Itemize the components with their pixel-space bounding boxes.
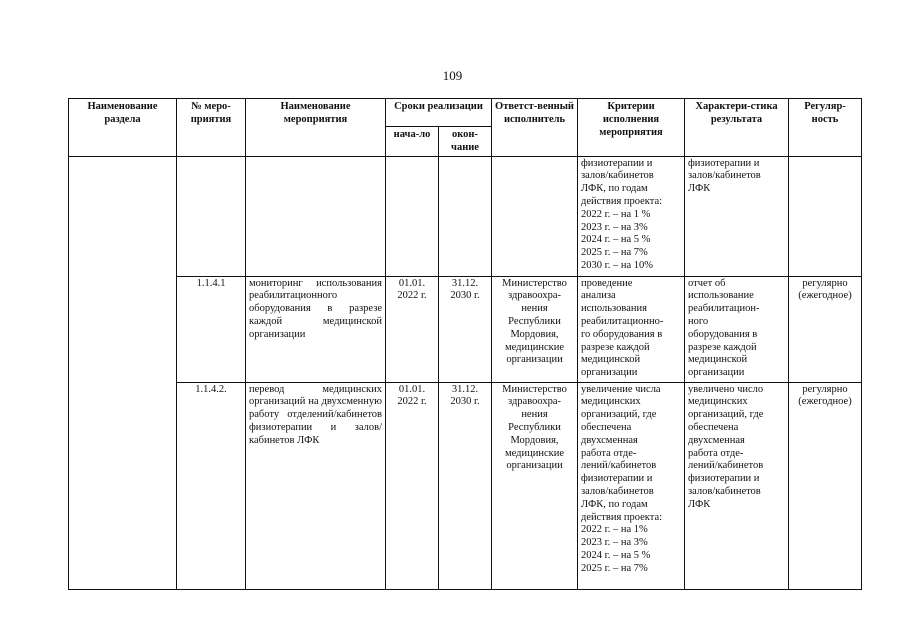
criteria-line: 2025 г. – на 7% bbox=[581, 247, 648, 259]
cell-number bbox=[177, 156, 246, 276]
criteria-line: ЛФК, по годам bbox=[581, 498, 648, 510]
header-section: Наименование раздела bbox=[69, 99, 177, 157]
result-line: двухсменная bbox=[688, 434, 745, 446]
cell-number: 1.1.4.1 bbox=[177, 276, 246, 382]
result-line: медицинских bbox=[688, 396, 748, 408]
result-line: ного bbox=[688, 315, 709, 327]
criteria-line: 2022 г. – на 1% bbox=[581, 524, 648, 536]
cell-criteria bbox=[578, 276, 685, 382]
criteria-line: 2030 г. – на 10% bbox=[581, 259, 654, 271]
header-timing: Сроки реализации bbox=[386, 99, 492, 127]
table-row bbox=[69, 156, 862, 276]
cell-result bbox=[685, 382, 789, 589]
table-row bbox=[69, 382, 862, 589]
criteria-line: 2023 г. – на 3% bbox=[581, 221, 648, 233]
criteria-line: медицинской bbox=[581, 354, 641, 366]
criteria-line: 2024 г. – на 5 % bbox=[581, 549, 651, 561]
cell-result bbox=[685, 276, 789, 382]
criteria-line: 2022 г. – на 1 % bbox=[581, 208, 651, 220]
criteria-line: организации bbox=[581, 367, 638, 379]
criteria-line: медицинских bbox=[581, 396, 641, 408]
events-table bbox=[68, 98, 862, 590]
cell-name bbox=[246, 156, 386, 276]
criteria-line: использования bbox=[581, 303, 647, 315]
page-number: 109 bbox=[442, 68, 463, 83]
criteria-line: разрезе каждой bbox=[581, 341, 650, 353]
header-result: Характери-стика результата bbox=[685, 99, 789, 157]
result-line: физиотерапии и bbox=[688, 157, 760, 169]
result-line: оборудования в bbox=[688, 328, 758, 340]
criteria-line: физиотерапии и bbox=[581, 157, 653, 169]
table-row bbox=[69, 276, 862, 382]
cell-result bbox=[685, 156, 789, 276]
criteria-line: залов/кабинетов bbox=[581, 485, 654, 497]
cell-end: 31.12. 2030 г. bbox=[439, 382, 492, 589]
cell-executor: Министерство здравоохра-нения Республики Мордовия, медицинские организации bbox=[492, 382, 578, 589]
cell-end bbox=[439, 156, 492, 276]
result-line: ЛФК bbox=[688, 498, 711, 510]
header-regularity: Регуляр-ность bbox=[789, 99, 862, 157]
cell-start: 01.01. 2022 г. bbox=[386, 276, 439, 382]
cell-executor: Министерство здравоохра-нения Республики Мордовия, медицинские организации bbox=[492, 276, 578, 382]
result-line: увеличено число bbox=[688, 383, 764, 395]
result-line: залов/кабинетов bbox=[688, 485, 761, 497]
criteria-line: 2024 г. – на 5 % bbox=[581, 234, 651, 246]
criteria-line: 2025 г. – на 7% bbox=[581, 562, 648, 574]
result-line: отчет об bbox=[688, 277, 726, 289]
result-line: залов/кабинетов bbox=[688, 170, 761, 182]
cell-executor bbox=[492, 156, 578, 276]
cell-name: мониторинг использования реабилитационного оборудования в разрезе каждой медицинской организации bbox=[246, 276, 386, 382]
cell-regularity: регулярно (ежегодное) bbox=[789, 382, 862, 589]
cell-start: 01.01. 2022 г. bbox=[386, 382, 439, 589]
criteria-line: го оборудования в bbox=[581, 328, 663, 340]
criteria-line: проведение bbox=[581, 277, 633, 289]
header-name: Наименование мероприятия bbox=[246, 99, 386, 157]
result-line: обеспечена bbox=[688, 421, 739, 433]
header-number: № меро-приятия bbox=[177, 99, 246, 157]
cell-name: перевод медицинских организаций на двухсменную работу отделений/кабинетов физиотерапии и залов/кабинетов ЛФК bbox=[246, 382, 386, 589]
header-start: нача-ло bbox=[386, 127, 439, 157]
result-line: организаций, где bbox=[688, 409, 764, 421]
header-criteria: Критерии исполнения мероприятия bbox=[578, 99, 685, 157]
result-line: организации bbox=[688, 367, 745, 379]
result-line: использование bbox=[688, 290, 754, 302]
result-line: медицинской bbox=[688, 354, 748, 366]
criteria-line: физиотерапии и bbox=[581, 473, 653, 485]
criteria-line: залов/кабинетов bbox=[581, 170, 654, 182]
result-line: лений/кабинетов bbox=[688, 460, 764, 472]
cell-number: 1.1.4.2. bbox=[177, 382, 246, 589]
result-line: ЛФК bbox=[688, 183, 711, 195]
result-line: работа отде- bbox=[688, 447, 744, 459]
criteria-line: организаций, где bbox=[581, 409, 657, 421]
cell-regularity bbox=[789, 156, 862, 276]
criteria-line: работа отде- bbox=[581, 447, 637, 459]
cell-criteria bbox=[578, 382, 685, 589]
criteria-line: ЛФК, по годам bbox=[581, 183, 648, 195]
result-line: реабилитацион- bbox=[688, 303, 760, 315]
cell-criteria bbox=[578, 156, 685, 276]
result-line: разрезе каждой bbox=[688, 341, 757, 353]
criteria-line: реабилитационно- bbox=[581, 315, 664, 327]
criteria-line: анализа bbox=[581, 290, 616, 302]
criteria-line: увеличение числа bbox=[581, 383, 661, 395]
criteria-line: действия проекта: bbox=[581, 195, 663, 207]
criteria-line: двухсменная bbox=[581, 434, 638, 446]
cell-section bbox=[69, 156, 177, 589]
criteria-line: действия проекта: bbox=[581, 511, 663, 523]
cell-end: 31.12. 2030 г. bbox=[439, 276, 492, 382]
result-line: физиотерапии и bbox=[688, 473, 760, 485]
criteria-line: лений/кабинетов bbox=[581, 460, 657, 472]
header-end: окон-чание bbox=[439, 127, 492, 157]
header-executor: Ответст-венный исполнитель bbox=[492, 99, 578, 157]
cell-start bbox=[386, 156, 439, 276]
criteria-line: обеспечена bbox=[581, 421, 632, 433]
criteria-line: 2023 г. – на 3% bbox=[581, 537, 648, 549]
cell-regularity: регулярно (ежегодное) bbox=[789, 276, 862, 382]
